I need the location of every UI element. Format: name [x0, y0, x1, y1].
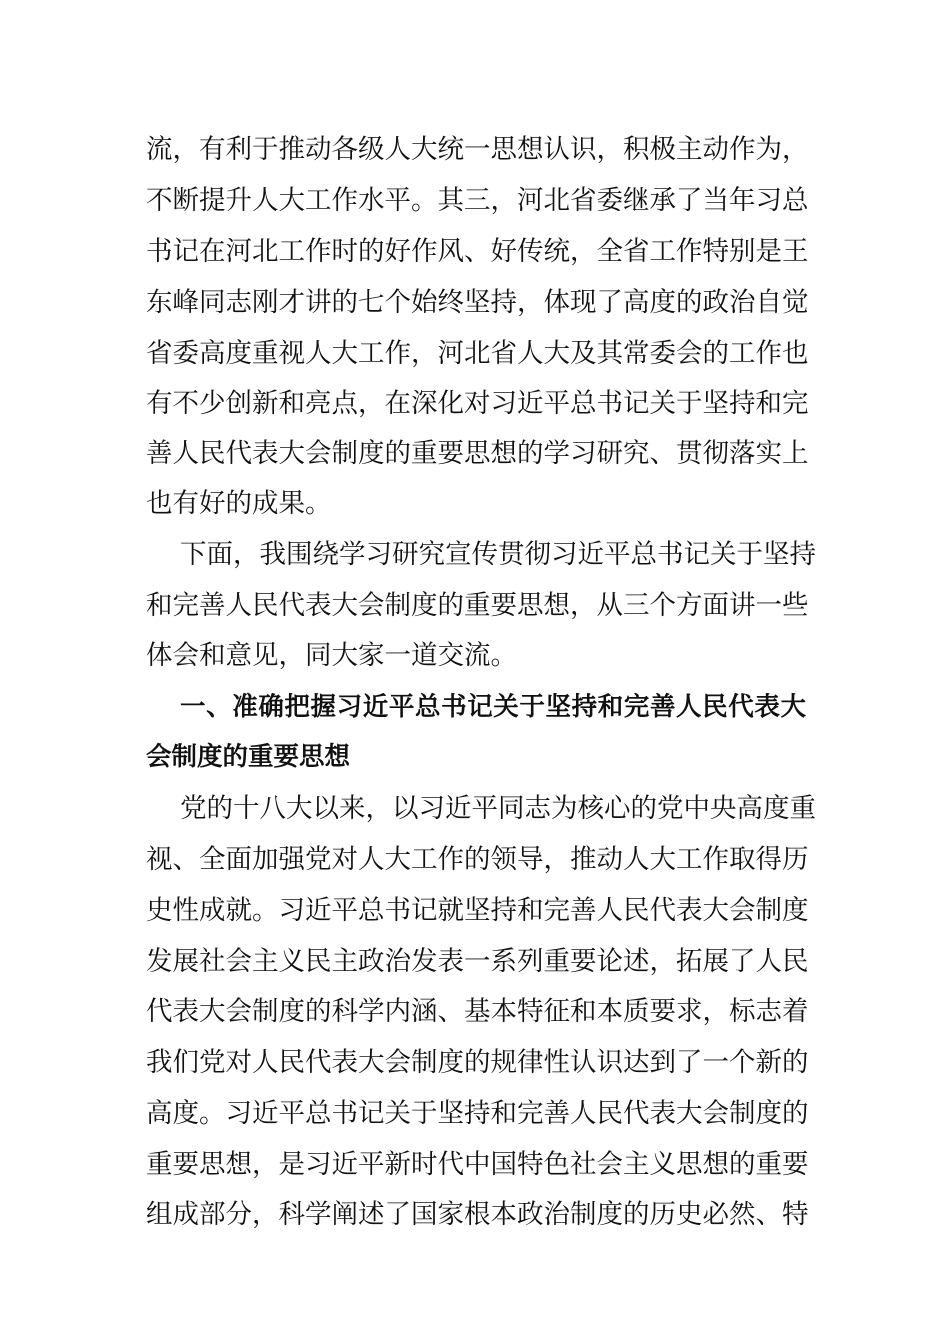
- text-line: 流，有利于推动各级人大统一思想认识，积极主动作为，: [146, 134, 809, 165]
- text-line: 书记在河北工作时的好作风、好传统，全省工作特别是王: [146, 236, 809, 267]
- text-line: 视、全面加强党对人大工作的领导，推动人大工作取得历: [146, 844, 809, 875]
- text-line: 和完善人民代表大会制度的重要思想，从三个方面讲一些: [146, 590, 809, 621]
- text-line: 重要思想，是习近平新时代中国特色社会主义思想的重要: [146, 1149, 809, 1180]
- text-line: 高度。习近平总书记关于坚持和完善人民代表大会制度的: [146, 1098, 809, 1129]
- text-line: 东峰同志刚才讲的七个始终坚持，体现了高度的政治自觉: [146, 287, 809, 318]
- text-line: 组成部分，科学阐述了国家根本政治制度的历史必然、特: [146, 1199, 809, 1230]
- section-heading: 会制度的重要思想: [146, 742, 351, 772]
- text-line: 善人民代表大会制度的重要思想的学习研究、贯彻落实上: [146, 438, 809, 469]
- text-line: 代表大会制度的科学内涵、基本特征和本质要求，标志着: [146, 996, 809, 1027]
- text-line: 不断提升人大工作水平。其三，河北省委继承了当年习总: [146, 185, 809, 216]
- text-line: 发展社会主义民主政治发表一系列重要论述，拓展了人民: [146, 946, 809, 977]
- text-line: 体会和意见，同大家一道交流。: [146, 640, 517, 671]
- text-line: 省委高度重视人大工作，河北省人大及其常委会的工作也: [146, 338, 809, 369]
- text-line: 党的十八大以来，以习近平同志为核心的党中央高度重: [180, 793, 816, 824]
- text-line: 有不少创新和亮点，在深化对习近平总书记关于坚持和完: [146, 388, 809, 419]
- section-heading: 一、准确把握习近平总书记关于坚持和完善人民代表大: [180, 692, 806, 722]
- text-line: 史性成就。习近平总书记就坚持和完善人民代表大会制度: [146, 895, 809, 926]
- text-line: 下面，我围绕学习研究宣传贯彻习近平总书记关于坚持: [180, 539, 816, 570]
- text-line: 也有好的成果。: [146, 488, 332, 519]
- text-line: 我们党对人民代表大会制度的规律性认识达到了一个新的: [146, 1047, 809, 1078]
